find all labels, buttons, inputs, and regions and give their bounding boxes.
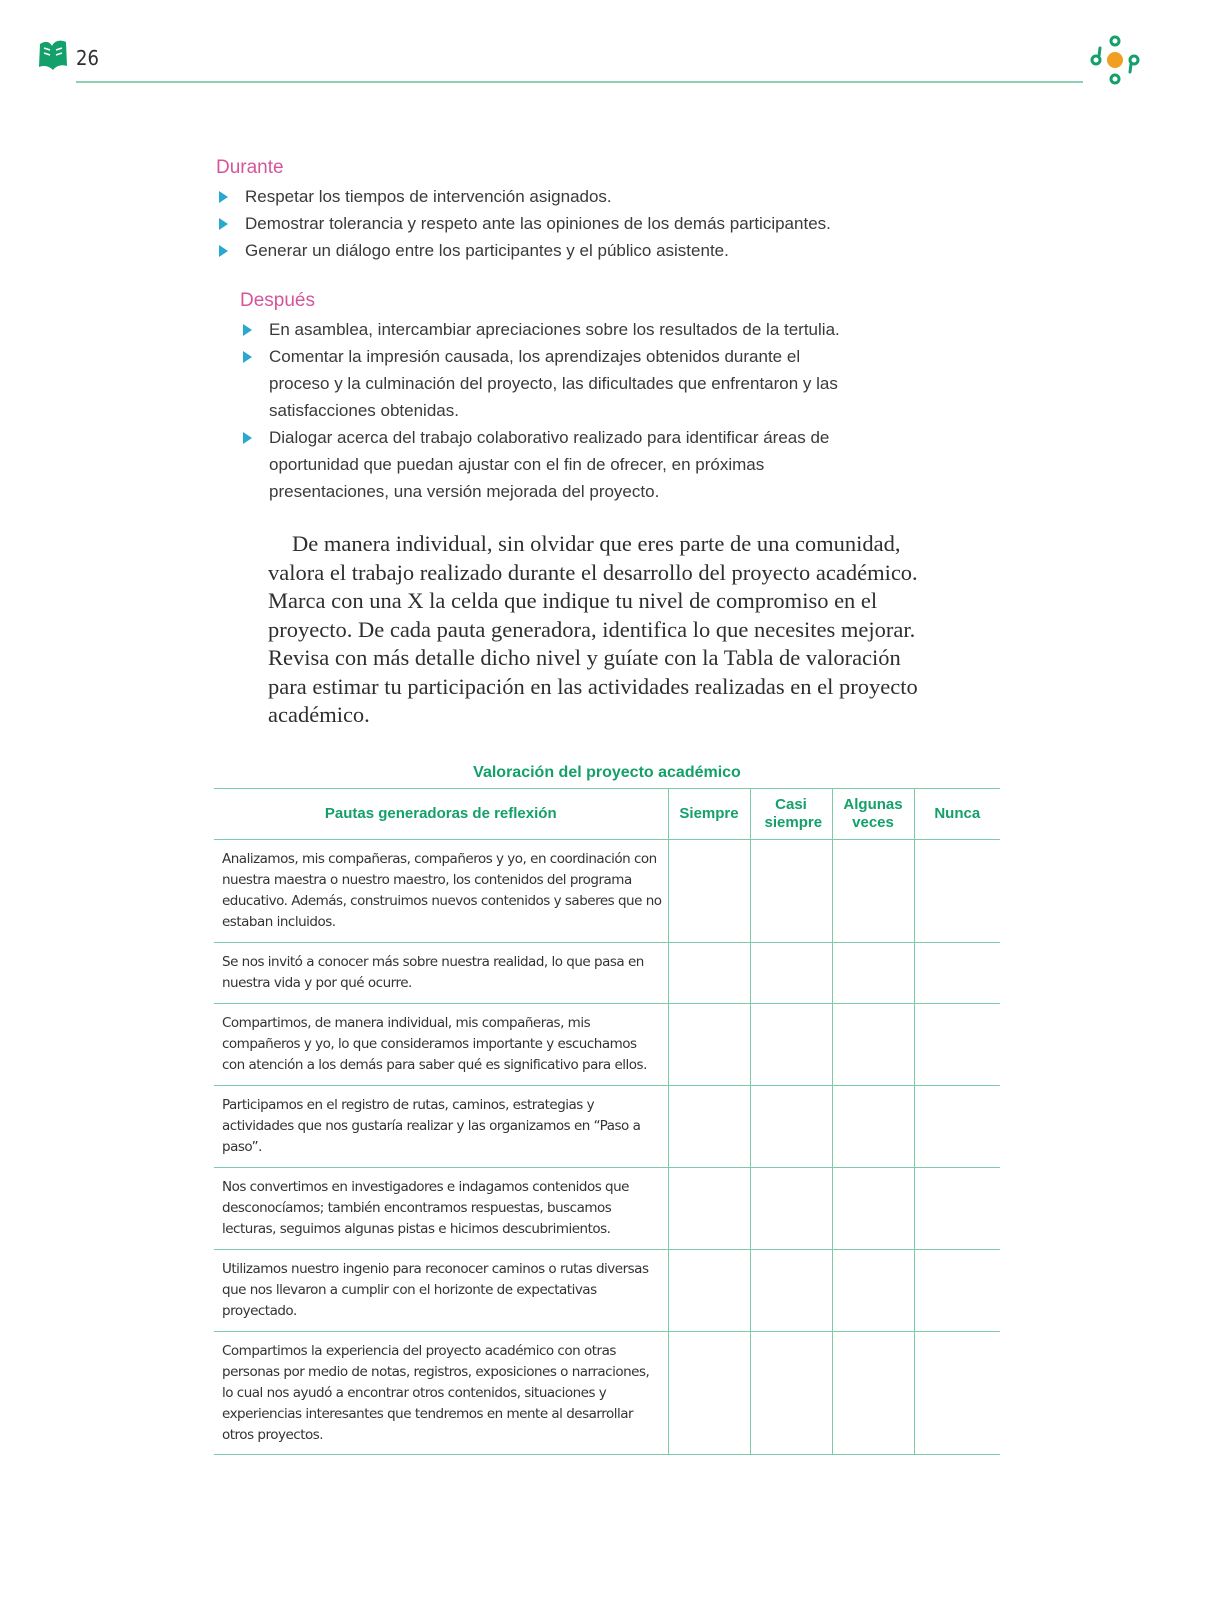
cell-casi-siempre[interactable] [750, 1332, 832, 1455]
cell-nunca[interactable] [914, 840, 1000, 943]
cell-siempre[interactable] [668, 1004, 750, 1086]
pauta-text: Utilizamos nuestro ingenio para reconocer caminos o rutas diversas que nos llevaron a cumplir con el horizonte de expectativas proyectado. [214, 1250, 668, 1332]
instructions-paragraph: De manera individual, sin olvidar que eres parte de una comunidad, valora el trabajo realizado durante el desarrollo del proyecto académico. Marca con una X la celda que indique tu nivel de compromiso en el proyecto. De cada pauta generadora, identifica lo que necesites mejorar. Revisa con más detalle dicho nivel y guíate con la Tabla de valoración para estimar tu participación en las actividades realizadas en el proyecto académico. [268, 531, 918, 727]
cell-casi-siempre[interactable] [750, 840, 832, 943]
pauta-text: Compartimos la experiencia del proyecto académico con otras personas por medio de notas, registros, exposiciones o narraciones, lo cual nos ayudó a encontrar otros contenidos, situaciones y experiencias interesantes que tendremos en mente al desarrollar otros proyectos. [214, 1332, 668, 1455]
cell-siempre[interactable] [668, 943, 750, 1004]
table-header-row [214, 789, 1000, 840]
cell-nunca[interactable] [914, 1332, 1000, 1455]
despues-section [240, 290, 880, 505]
cell-algunas-veces[interactable] [832, 1168, 914, 1250]
cell-algunas-veces[interactable] [832, 1332, 914, 1455]
bullet-arrow-icon [219, 218, 228, 230]
cell-casi-siempre[interactable] [750, 1086, 832, 1168]
durante-title: Durante [216, 157, 284, 178]
cell-siempre[interactable] [668, 1332, 750, 1455]
table-row [214, 1332, 1000, 1455]
header-casi-siempre: Casi siempre [750, 789, 832, 840]
despues-list [240, 316, 880, 505]
evaluation-table [214, 788, 1000, 1455]
cell-algunas-veces[interactable] [832, 1086, 914, 1168]
cell-siempre[interactable] [668, 1168, 750, 1250]
list-item: Demostrar tolerancia y respeto ante las opiniones de los demás participantes. [216, 210, 916, 237]
bullet-arrow-icon [219, 245, 228, 257]
cell-algunas-veces[interactable] [832, 943, 914, 1004]
bullet-arrow-icon [243, 432, 252, 444]
table-row [214, 1004, 1000, 1086]
cell-casi-siempre[interactable] [750, 1004, 832, 1086]
table-row [214, 1086, 1000, 1168]
list-item: Dialogar acerca del trabajo colaborativo realizado para identificar áreas de oportunidad que puedan ajustar con el fin de ofrecer, en próximas presentaciones, una versión mejorada del proyecto. [240, 424, 830, 505]
bullet-arrow-icon [243, 351, 252, 363]
pauta-text: Analizamos, mis compañeras, compañeros y yo, en coordinación con nuestra maestra o nuestro maestro, los contenidos del programa educativo. Además, construimos nuevos contenidos y saberes que no estaban incluidos. [214, 840, 668, 943]
bullet-arrow-icon [243, 324, 252, 336]
header-algunas-veces: Algunas veces [832, 789, 914, 840]
page-number: 26 [76, 46, 99, 70]
header-nunca: Nunca [914, 789, 1000, 840]
table-row [214, 1250, 1000, 1332]
despues-title: Después [240, 290, 315, 311]
cell-nunca[interactable] [914, 1004, 1000, 1086]
cell-nunca[interactable] [914, 1250, 1000, 1332]
pauta-text: Participamos en el registro de rutas, caminos, estrategias y actividades que nos gustaría realizar y las organizamos en “Paso a paso”. [214, 1086, 668, 1168]
bullet-arrow-icon [219, 191, 228, 203]
list-item: Comentar la impresión causada, los aprendizajes obtenidos durante el proceso y la culminación del proyecto, las dificultades que enfrentaron y las satisfacciones obtenidas. [240, 343, 840, 424]
cell-siempre[interactable] [668, 840, 750, 943]
header-pautas: Pautas generadoras de reflexión [214, 789, 668, 840]
cell-algunas-veces[interactable] [832, 1250, 914, 1332]
cell-casi-siempre[interactable] [750, 1250, 832, 1332]
cell-casi-siempre[interactable] [750, 1168, 832, 1250]
durante-list [216, 183, 916, 264]
cell-siempre[interactable] [668, 1086, 750, 1168]
cell-casi-siempre[interactable] [750, 943, 832, 1004]
cell-nunca[interactable] [914, 943, 1000, 1004]
pauta-text: Compartimos, de manera individual, mis compañeras, mis compañeros y yo, lo que consideramos importante y escuchamos con atención a los demás para saber qué es significativo para ellos. [214, 1004, 668, 1086]
durante-section [216, 157, 916, 264]
cell-algunas-veces[interactable] [832, 840, 914, 943]
table-title: Valoración del proyecto académico [473, 764, 741, 781]
list-item: Respetar los tiempos de intervención asignados. [216, 183, 916, 210]
table-row [214, 1168, 1000, 1250]
table-row [214, 943, 1000, 1004]
book-logo-icon [36, 38, 70, 74]
cell-nunca[interactable] [914, 1086, 1000, 1168]
cell-algunas-veces[interactable] [832, 1004, 914, 1086]
community-icon [1088, 34, 1142, 86]
header-siempre: Siempre [668, 789, 750, 840]
list-item: En asamblea, intercambiar apreciaciones sobre los resultados de la tertulia. [240, 316, 880, 343]
table-row [214, 840, 1000, 943]
pauta-text: Se nos invitó a conocer más sobre nuestra realidad, lo que pasa en nuestra vida y por qué ocurre. [214, 943, 668, 1004]
list-item: Generar un diálogo entre los participantes y el público asistente. [216, 237, 916, 264]
cell-siempre[interactable] [668, 1250, 750, 1332]
pauta-text: Nos convertimos en investigadores e indagamos contenidos que desconocíamos; también encontramos respuestas, buscamos lecturas, seguimos algunas pistas e hicimos descubrimientos. [214, 1168, 668, 1250]
cell-nunca[interactable] [914, 1168, 1000, 1250]
header-divider [76, 81, 1083, 83]
